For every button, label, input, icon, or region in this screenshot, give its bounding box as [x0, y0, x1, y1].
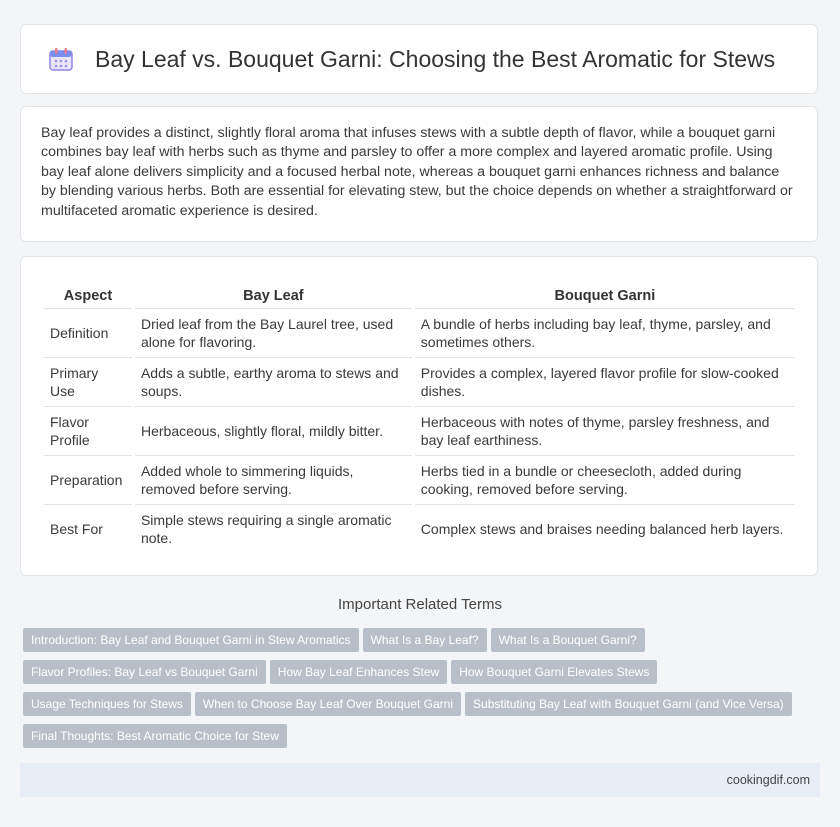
related-terms-heading: Important Related Terms [338, 596, 502, 613]
comparison-table [41, 283, 798, 553]
intro-paragraph: Bay leaf provides a distinct, slightly floral aroma that infuses stews with a subtle depth of flavor, while a bouquet garni combines bay leaf with herbs such as thyme and parsley to offer a more complex and layered aromatic profile. Using bay leaf alone delivers simplicity and a focused herbal note, whereas a bouquet garni enhances richness and balance by blending various herbs. Both are essential for elevating stew, but the choice depends on whether a straightforward or multifaceted aromatic experience is desired. [41, 125, 793, 219]
bouquet-garni-cell: Provides a complex, layered flavor profile for slow-cooked dishes. [415, 358, 795, 407]
column-header-bouquet-garni: Bouquet Garni [415, 283, 795, 309]
related-term-tag[interactable]: Introduction: Bay Leaf and Bouquet Garni in Stew Aromatics [23, 628, 359, 652]
bay-leaf-cell: Added whole to simmering liquids, removed before serving. [135, 456, 412, 505]
table-row [44, 505, 795, 553]
bouquet-garni-cell: A bundle of herbs including bay leaf, thyme, parsley, and sometimes others. [415, 309, 795, 358]
page-title: Bay Leaf vs. Bouquet Garni: Choosing the Best Aromatic for Stews [95, 46, 776, 72]
related-term-tag[interactable]: Final Thoughts: Best Aromatic Choice for Stew [23, 724, 287, 748]
aspect-cell: Preparation [44, 456, 132, 505]
bay-leaf-cell: Adds a subtle, earthy aroma to stews and soups. [135, 358, 412, 407]
bouquet-garni-cell: Herbaceous with notes of thyme, parsley freshness, and bay leaf earthiness. [415, 407, 795, 456]
aspect-cell: Definition [44, 309, 132, 358]
bay-leaf-cell: Herbaceous, slightly floral, mildly bitter. [135, 407, 412, 456]
table-row [44, 456, 795, 505]
bouquet-garni-cell: Complex stews and braises needing balanced herb layers. [420, 521, 784, 537]
table-header-row [44, 283, 795, 309]
table-row [44, 358, 795, 407]
calendar-icon [48, 46, 74, 72]
related-term-tag[interactable]: How Bouquet Garni Elevates Stews [451, 660, 657, 684]
related-terms-list [23, 628, 813, 756]
related-term-tag[interactable]: Flavor Profiles: Bay Leaf vs Bouquet Garni [23, 660, 266, 684]
bouquet-garni-cell: Herbs tied in a bundle or cheesecloth, added during cooking, removed before serving. [415, 456, 795, 505]
intro-card [20, 106, 818, 242]
comparison-card [20, 256, 818, 576]
related-term-tag[interactable]: What Is a Bay Leaf? [363, 628, 487, 652]
related-term-tag[interactable]: When to Choose Bay Leaf Over Bouquet Garni [195, 692, 461, 716]
related-term-tag[interactable]: Substituting Bay Leaf with Bouquet Garni (and Vice Versa) [465, 692, 792, 716]
footer [20, 763, 820, 797]
aspect-cell: Flavor Profile [44, 407, 132, 456]
related-term-tag[interactable]: How Bay Leaf Enhances Stew [270, 660, 447, 684]
header-card [20, 24, 818, 94]
footer-site-link[interactable]: cookingdif.com [726, 773, 810, 787]
related-term-tag[interactable]: Usage Techniques for Stews [23, 692, 191, 716]
column-header-aspect: Aspect [44, 283, 132, 309]
column-header-bay-leaf: Bay Leaf [135, 283, 412, 309]
table-row [44, 407, 795, 456]
aspect-cell: Primary Use [44, 358, 132, 407]
aspect-cell: Best For [50, 521, 103, 537]
table-row [44, 309, 795, 358]
related-term-tag[interactable]: What Is a Bouquet Garni? [491, 628, 645, 652]
bay-leaf-cell: Dried leaf from the Bay Laurel tree, used alone for flavoring. [135, 309, 412, 358]
bay-leaf-cell: Simple stews requiring a single aromatic note. [140, 512, 392, 546]
